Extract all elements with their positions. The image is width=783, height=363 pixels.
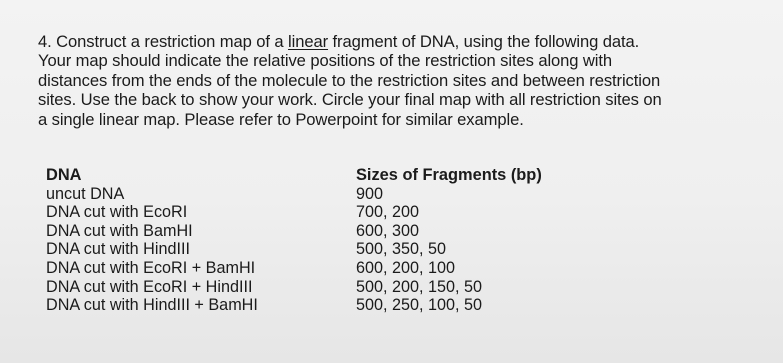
question-line (38, 110, 768, 129)
table-row (46, 203, 606, 222)
table-row (46, 240, 606, 259)
question-line-text: 4. Construct a restriction map of a (38, 32, 289, 51)
question-line (38, 51, 768, 70)
dna-cell: DNA cut with BamHI (46, 221, 193, 240)
question-line-text: fragment of DNA, using the following data. (328, 32, 640, 51)
question-line-text: distances from the ends of the molecule to the restriction sites and between restriction (38, 70, 661, 90)
sizes-cell: 500, 200, 150, 50 (356, 277, 483, 296)
dna-cell: DNA cut with EcoRI + BamHI (46, 258, 256, 277)
sizes-cell: 600, 300 (356, 221, 420, 240)
dna-cell: DNA cut with HindIII (46, 240, 190, 259)
question-line (38, 32, 768, 51)
table-row (46, 259, 606, 278)
question-text (38, 32, 768, 129)
sizes-column-header: Sizes of Fragments (bp) (356, 166, 542, 184)
question-line-text: a single linear map. Please refer to Powerpoint for similar example. (38, 109, 524, 129)
table-header (46, 166, 606, 185)
table-row (46, 185, 606, 204)
sizes-cell: 600, 200, 100 (356, 258, 456, 277)
table-row (46, 222, 606, 241)
sizes-cell: 700, 200 (356, 203, 420, 222)
sizes-cell: 900 (356, 184, 384, 203)
question-line-text: Your map should indicate the relative positions of the restriction sites along with (38, 51, 613, 71)
fragment-table (46, 166, 606, 315)
question-line (38, 90, 768, 109)
dna-cell: uncut DNA (46, 184, 125, 203)
table-row (46, 296, 606, 315)
dna-cell: DNA cut with EcoRI + HindIII (46, 277, 253, 296)
question-line-text: sites. Use the back to show your work. Circle your final map with all restriction sites on (38, 90, 662, 110)
question-line (38, 71, 768, 90)
dna-cell: DNA cut with HindIII + BamHI (46, 296, 258, 315)
table-row (46, 278, 606, 297)
dna-column-header: DNA (46, 166, 82, 184)
sizes-cell: 500, 250, 100, 50 (356, 296, 483, 315)
underlined-word: linear (288, 32, 329, 51)
dna-cell: DNA cut with EcoRI (46, 203, 188, 222)
sizes-cell: 500, 350, 50 (356, 240, 447, 259)
